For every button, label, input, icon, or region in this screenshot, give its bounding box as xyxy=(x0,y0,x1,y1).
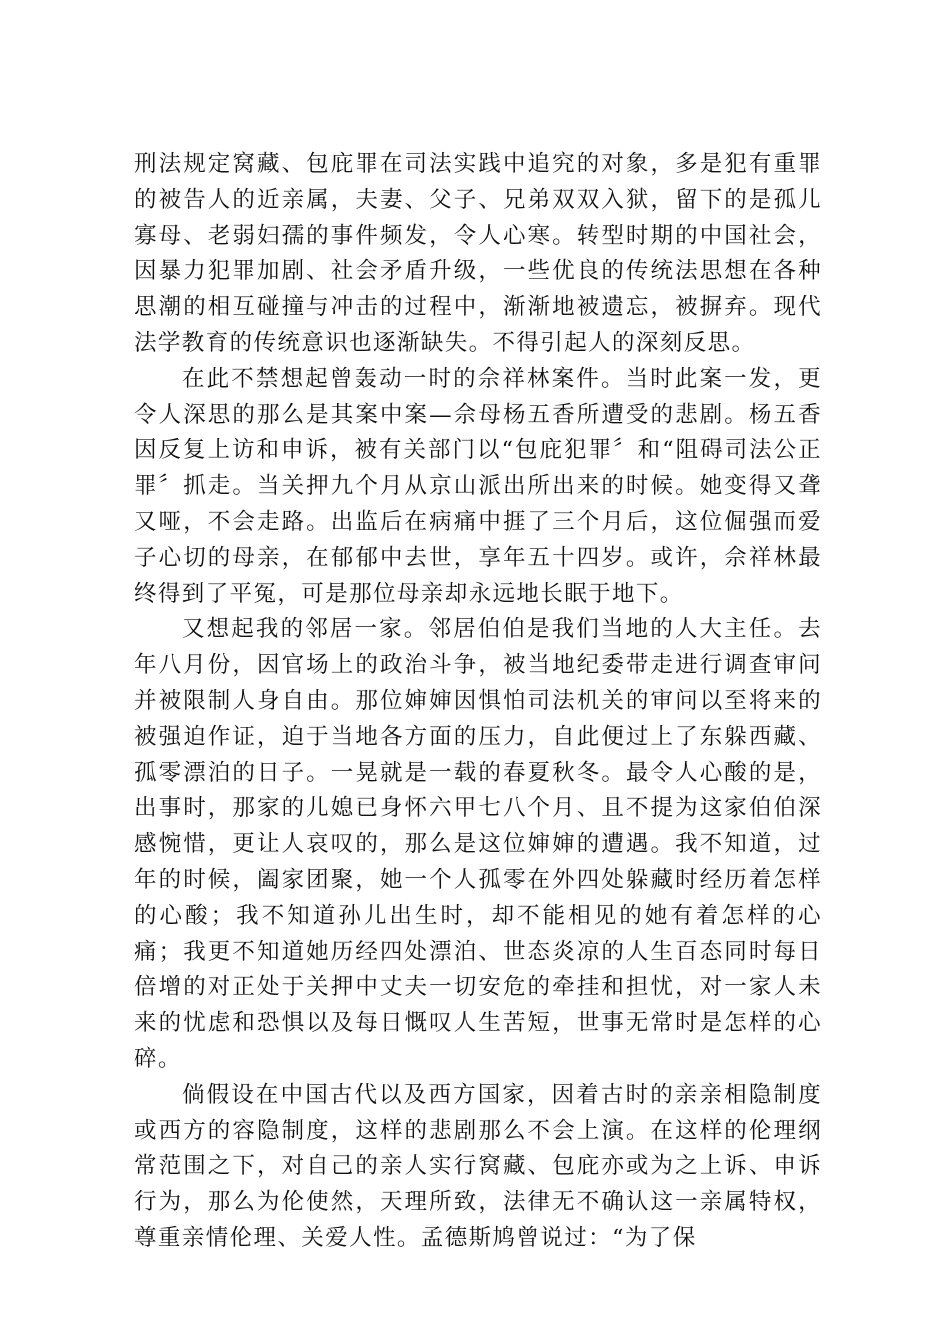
document-body xyxy=(134,147,822,1257)
paragraph-1: 刑法规定窝藏、包庇罪在司法实践中追究的对象，多是犯有重罪的被告人的近亲属，夫妻、父子、兄弟双双入狱，留下的是孤儿寡母、老弱妇孺的事件频发，令人心寒。转型时期的中国社会，因暴力犯罪加剧、社会矛盾升级，一些优良的传统法思想在各种思潮的相互碰撞与冲击的过程中，渐渐地被遗忘，被摒弃。现代法学教育的传统意识也逐渐缺失。不得引起人的深刻反思。 xyxy=(134,151,822,356)
paragraph-3: 又想起我的邻居一家。邻居伯伯是我们当地的人大主任。去年八月份，因官场上的政治斗争，被当地纪委带走进行调查审问并被限制人身自由。那位婶婶因惧怕司法机关的审问以至将来的被强迫作证，迫于当地各方面的压力，自此便过上了东躲西藏、孤零漂泊的日子。一晃就是一载的春夏秋冬。最令人心酸的是，出事时，那家的儿媳已身怀六甲七八个月、且不提为这家伯伯深感惋惜，更让人哀叹的，那么是这位婶婶的遭遇。我不知道，过年的时候，阖家团聚，她一个人孤零在外四处躲藏时经历着怎样的心酸；我不知道孙儿出生时，却不能相见的她有着怎样的心痛；我更不知道她历经四处漂泊、世态炎凉的人生百态同时每日倍增的对正处于关押中丈夫一切安危的牵挂和担忧，对一家人未来的忧虑和恐惧以及每日慨叹人生苦短，世事无常时是怎样的心碎。 xyxy=(134,616,822,1072)
paragraph-2: 在此不禁想起曾轰动一时的佘祥林案件。当时此案一发，更令人深思的那么是其案中案—佘母杨五香所遭受的悲剧。杨五香因反复上访和申诉，被有关部门以“包庇犯罪〞和“阻碍司法公正罪〞抓走。当关押九个月从京山派出所出来的时候。她变得又聋又哑，不会走路。出监后在病痛中捱了三个月后，这位倔强而爱子心切的母亲，在郁郁中去世，享年五十四岁。或许，佘祥林最终得到了平冤，可是那位母亲却永远地长眠于地下。 xyxy=(134,365,822,607)
paragraph-4: 倘假设在中国古代以及西方国家，因着古时的亲亲相隐制度或西方的容隐制度，这样的悲剧那么不会上演。在这样的伦理纲常范围之下，对自己的亲人实行窝藏、包庇亦或为之上诉、申诉行为，那么为伦使然，天理所致，法律无不确认这一亲属特权，尊重亲情伦理、关爱人性。孟德斯鸠曾说过：“为了保 xyxy=(134,1081,822,1251)
